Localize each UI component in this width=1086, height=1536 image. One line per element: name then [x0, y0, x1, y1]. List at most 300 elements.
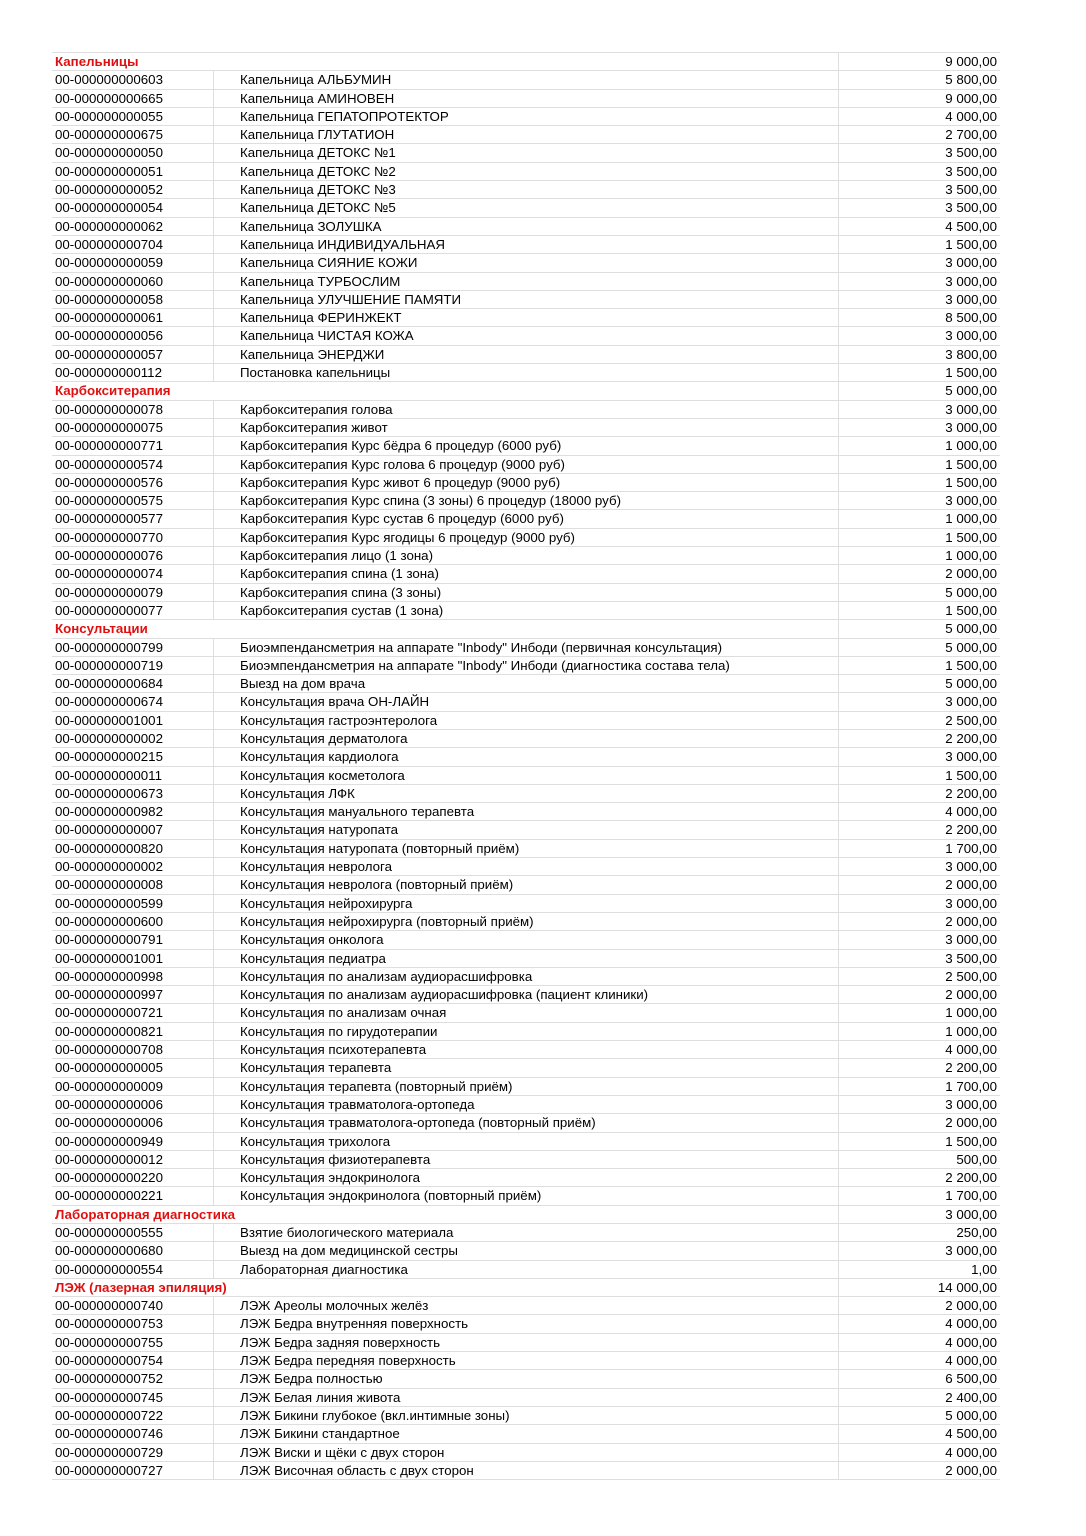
spacer-cell	[213, 1187, 238, 1205]
spacer-cell	[213, 693, 238, 711]
spacer-cell	[213, 510, 238, 528]
service-code: 00-000000000704	[52, 235, 213, 253]
category-title: Лабораторная диагностика	[52, 1205, 838, 1223]
spacer-cell	[213, 1095, 238, 1113]
service-name: Консультация косметолога	[238, 766, 838, 784]
service-code: 00-000000000112	[52, 364, 213, 382]
service-name: Консультация натуропата (повторный приём)	[238, 839, 838, 857]
service-code: 00-000000000002	[52, 858, 213, 876]
service-code: 00-000000000982	[52, 803, 213, 821]
service-price: 3 000,00	[838, 400, 1000, 418]
table-row	[52, 1406, 1000, 1424]
spacer-cell	[213, 931, 238, 949]
service-code: 00-000000000056	[52, 327, 213, 345]
table-row	[52, 162, 1000, 180]
service-name: Карбокситерапия Курс бёдра 6 процедур (6000 руб)	[238, 437, 838, 455]
table-row	[52, 1260, 1000, 1278]
table-row	[52, 1132, 1000, 1150]
service-price: 1 500,00	[838, 656, 1000, 674]
service-code: 00-000000000011	[52, 766, 213, 784]
service-code: 00-000000000061	[52, 309, 213, 327]
table-row	[52, 144, 1000, 162]
spacer-cell	[213, 327, 238, 345]
service-name: Капельница ГЕПАТОПРОТЕКТОР	[238, 107, 838, 125]
service-price: 1 500,00	[838, 1132, 1000, 1150]
service-price: 4 500,00	[838, 1425, 1000, 1443]
service-code: 00-000000000722	[52, 1406, 213, 1424]
service-price: 1 000,00	[838, 1022, 1000, 1040]
spacer-cell	[213, 583, 238, 601]
service-code: 00-000000000753	[52, 1315, 213, 1333]
table-row	[52, 729, 1000, 747]
table-row	[52, 528, 1000, 546]
table-row	[52, 1150, 1000, 1168]
table-row	[52, 547, 1000, 565]
service-price: 2 000,00	[838, 1114, 1000, 1132]
spacer-cell	[213, 126, 238, 144]
service-name: Консультация по анализам аудиорасшифровка	[238, 967, 838, 985]
service-code: 00-000000000006	[52, 1114, 213, 1132]
service-price: 1 500,00	[838, 364, 1000, 382]
spacer-cell	[213, 876, 238, 894]
service-name: Консультация по анализам аудиорасшифровка (пациент клиники)	[238, 986, 838, 1004]
service-name: Карбокситерапия лицо (1 зона)	[238, 547, 838, 565]
service-code: 00-000000000752	[52, 1370, 213, 1388]
table-row	[52, 766, 1000, 784]
service-code: 00-000000000727	[52, 1461, 213, 1479]
service-name: Консультация травматолога-ортопеда	[238, 1095, 838, 1113]
spacer-cell	[213, 1352, 238, 1370]
table-row	[52, 986, 1000, 1004]
table-row	[52, 1095, 1000, 1113]
service-price: 1,00	[838, 1260, 1000, 1278]
spacer-cell	[213, 107, 238, 125]
service-name: Капельница ТУРБОСЛИМ	[238, 272, 838, 290]
service-name: Капельница ДЕТОКС №2	[238, 162, 838, 180]
service-code: 00-000000000006	[52, 1095, 213, 1113]
service-code: 00-000000000599	[52, 894, 213, 912]
spacer-cell	[213, 949, 238, 967]
table-row	[52, 876, 1000, 894]
service-code: 00-000000000575	[52, 492, 213, 510]
service-code: 00-000000000008	[52, 876, 213, 894]
spacer-cell	[213, 839, 238, 857]
service-code: 00-000000000077	[52, 601, 213, 619]
table-row	[52, 675, 1000, 693]
service-price: 3 000,00	[838, 894, 1000, 912]
service-price: 2 000,00	[838, 565, 1000, 583]
table-row	[52, 1041, 1000, 1059]
table-row	[52, 290, 1000, 308]
service-price: 3 000,00	[838, 327, 1000, 345]
spacer-cell	[213, 254, 238, 272]
category-row	[52, 1205, 1000, 1223]
table-row	[52, 1333, 1000, 1351]
spacer-cell	[213, 1370, 238, 1388]
spacer-cell	[213, 1425, 238, 1443]
service-price: 3 500,00	[838, 199, 1000, 217]
service-code: 00-000000000998	[52, 967, 213, 985]
service-price: 3 500,00	[838, 162, 1000, 180]
service-code: 00-000000000050	[52, 144, 213, 162]
spacer-cell	[213, 89, 238, 107]
service-name: ЛЭЖ Бикини глубокое (вкл.интимные зоны)	[238, 1406, 838, 1424]
table-row	[52, 1224, 1000, 1242]
category-title: Консультации	[52, 620, 838, 638]
spacer-cell	[213, 290, 238, 308]
service-name: Капельница ДЕТОКС №3	[238, 181, 838, 199]
spacer-cell	[213, 1461, 238, 1479]
service-price: 3 500,00	[838, 949, 1000, 967]
table-row	[52, 492, 1000, 510]
service-name: Консультация невролога	[238, 858, 838, 876]
service-code: 00-000000000746	[52, 1425, 213, 1443]
service-price: 3 000,00	[838, 858, 1000, 876]
service-name: Карбокситерапия спина (3 зоны)	[238, 583, 838, 601]
service-name: Карбокситерапия спина (1 зона)	[238, 565, 838, 583]
service-price: 3 000,00	[838, 254, 1000, 272]
service-price: 2 000,00	[838, 1297, 1000, 1315]
service-name: Консультация натуропата	[238, 821, 838, 839]
table-row	[52, 1461, 1000, 1479]
service-code: 00-000000000600	[52, 912, 213, 930]
service-price: 3 000,00	[838, 1242, 1000, 1260]
spacer-cell	[213, 1260, 238, 1278]
table-row	[52, 473, 1000, 491]
table-row	[52, 693, 1000, 711]
service-price: 1 500,00	[838, 473, 1000, 491]
service-code: 00-000000000673	[52, 784, 213, 802]
service-code: 00-000000000729	[52, 1443, 213, 1461]
category-title: Карбокситерапия	[52, 382, 838, 400]
service-code: 00-000000000603	[52, 71, 213, 89]
service-name: Капельница ДЕТОКС №1	[238, 144, 838, 162]
spacer-cell	[213, 345, 238, 363]
spacer-cell	[213, 821, 238, 839]
table-row	[52, 199, 1000, 217]
spacer-cell	[213, 144, 238, 162]
service-code: 00-000000000821	[52, 1022, 213, 1040]
table-row	[52, 327, 1000, 345]
service-price: 2 200,00	[838, 821, 1000, 839]
category-price: 9 000,00	[838, 53, 1000, 71]
service-code: 00-000000000059	[52, 254, 213, 272]
spacer-cell	[213, 364, 238, 382]
service-price: 2 000,00	[838, 876, 1000, 894]
table-row	[52, 803, 1000, 821]
service-price: 2 200,00	[838, 1059, 1000, 1077]
service-code: 00-000000001001	[52, 949, 213, 967]
service-name: Консультация нейрохирурга (повторный приём)	[238, 912, 838, 930]
service-code: 00-000000000054	[52, 199, 213, 217]
service-name: Консультация по гирудотерапии	[238, 1022, 838, 1040]
table-row	[52, 1077, 1000, 1095]
service-price: 6 500,00	[838, 1370, 1000, 1388]
service-code: 00-000000000058	[52, 290, 213, 308]
table-row	[52, 784, 1000, 802]
spacer-cell	[213, 784, 238, 802]
service-name: Консультация невролога (повторный приём)	[238, 876, 838, 894]
spacer-cell	[213, 1315, 238, 1333]
service-name: Карбокситерапия Курс сустав 6 процедур (6000 руб)	[238, 510, 838, 528]
spacer-cell	[213, 162, 238, 180]
category-title: Капельницы	[52, 53, 838, 71]
table-row	[52, 364, 1000, 382]
spacer-cell	[213, 656, 238, 674]
service-code: 00-000000000719	[52, 656, 213, 674]
service-name: Капельница ИНДИВИДУАЛЬНАЯ	[238, 235, 838, 253]
service-price: 1 700,00	[838, 1077, 1000, 1095]
spacer-cell	[213, 1022, 238, 1040]
table-row	[52, 565, 1000, 583]
service-price: 1 500,00	[838, 528, 1000, 546]
service-price: 4 000,00	[838, 107, 1000, 125]
table-row	[52, 217, 1000, 235]
spacer-cell	[213, 437, 238, 455]
table-row	[52, 858, 1000, 876]
service-price: 500,00	[838, 1150, 1000, 1168]
spacer-cell	[213, 455, 238, 473]
spacer-cell	[213, 1333, 238, 1351]
table-row	[52, 418, 1000, 436]
service-price: 1 000,00	[838, 547, 1000, 565]
spacer-cell	[213, 418, 238, 436]
service-code: 00-000000001001	[52, 711, 213, 729]
service-price: 4 000,00	[838, 1333, 1000, 1351]
service-code: 00-000000000745	[52, 1388, 213, 1406]
service-price: 4 000,00	[838, 1315, 1000, 1333]
service-name: Консультация физиотерапевта	[238, 1150, 838, 1168]
spacer-cell	[213, 272, 238, 290]
service-price: 3 500,00	[838, 181, 1000, 199]
table-row	[52, 309, 1000, 327]
service-name: Консультация эндокринолога	[238, 1169, 838, 1187]
service-name: Консультация терапевта (повторный приём)	[238, 1077, 838, 1095]
spacer-cell	[213, 565, 238, 583]
service-price: 8 500,00	[838, 309, 1000, 327]
service-name: Капельница ГЛУТАТИОН	[238, 126, 838, 144]
service-code: 00-000000000055	[52, 107, 213, 125]
spacer-cell	[213, 1388, 238, 1406]
spacer-cell	[213, 912, 238, 930]
service-name: ЛЭЖ Бедра передняя поверхность	[238, 1352, 838, 1370]
spacer-cell	[213, 729, 238, 747]
service-price: 4 000,00	[838, 1352, 1000, 1370]
table-row	[52, 1315, 1000, 1333]
service-price: 1 000,00	[838, 1004, 1000, 1022]
spacer-cell	[213, 803, 238, 821]
service-code: 00-000000000574	[52, 455, 213, 473]
table-row	[52, 1242, 1000, 1260]
service-name: Консультация терапевта	[238, 1059, 838, 1077]
service-name: ЛЭЖ Бедра внутренняя поверхность	[238, 1315, 838, 1333]
service-price: 1 500,00	[838, 766, 1000, 784]
table-row	[52, 1022, 1000, 1040]
spacer-cell	[213, 601, 238, 619]
table-row	[52, 1004, 1000, 1022]
service-price: 3 000,00	[838, 931, 1000, 949]
table-row	[52, 107, 1000, 125]
spacer-cell	[213, 492, 238, 510]
category-row	[52, 53, 1000, 71]
price-list-body	[52, 53, 1000, 1480]
spacer-cell	[213, 309, 238, 327]
spacer-cell	[213, 547, 238, 565]
service-code: 00-000000000062	[52, 217, 213, 235]
service-price: 1 000,00	[838, 510, 1000, 528]
service-code: 00-000000000708	[52, 1041, 213, 1059]
service-price: 3 000,00	[838, 290, 1000, 308]
service-price: 3 500,00	[838, 144, 1000, 162]
service-code: 00-000000000075	[52, 418, 213, 436]
service-code: 00-000000000057	[52, 345, 213, 363]
service-name: Биоэмпендансметрия на аппарате "Inbody" Инбоди (первичная консультация)	[238, 638, 838, 656]
service-name: Карбокситерапия Курс ягодицы 6 процедур (9000 руб)	[238, 528, 838, 546]
category-title: ЛЭЖ (лазерная эпиляция)	[52, 1278, 838, 1296]
service-name: Консультация врача ОН-ЛАЙН	[238, 693, 838, 711]
table-row	[52, 949, 1000, 967]
table-row	[52, 1370, 1000, 1388]
table-row	[52, 235, 1000, 253]
service-code: 00-000000000674	[52, 693, 213, 711]
service-code: 00-000000000221	[52, 1187, 213, 1205]
service-name: Консультация ЛФК	[238, 784, 838, 802]
spacer-cell	[213, 894, 238, 912]
spacer-cell	[213, 748, 238, 766]
service-code: 00-000000000791	[52, 931, 213, 949]
category-price: 3 000,00	[838, 1205, 1000, 1223]
service-code: 00-000000000799	[52, 638, 213, 656]
service-name: Консультация травматолога-ортопеда (повторный приём)	[238, 1114, 838, 1132]
table-row	[52, 1352, 1000, 1370]
service-name: Капельница АМИНОВЕН	[238, 89, 838, 107]
category-row	[52, 1278, 1000, 1296]
service-code: 00-000000000078	[52, 400, 213, 418]
table-row	[52, 455, 1000, 473]
service-name: ЛЭЖ Белая линия живота	[238, 1388, 838, 1406]
service-price: 9 000,00	[838, 89, 1000, 107]
table-row	[52, 1169, 1000, 1187]
service-name: Карбокситерапия голова	[238, 400, 838, 418]
service-name: Лабораторная диагностика	[238, 1260, 838, 1278]
table-row	[52, 181, 1000, 199]
service-name: Консультация по анализам очная	[238, 1004, 838, 1022]
service-code: 00-000000000012	[52, 1150, 213, 1168]
table-row	[52, 601, 1000, 619]
table-row	[52, 1059, 1000, 1077]
service-code: 00-000000000060	[52, 272, 213, 290]
service-price: 3 000,00	[838, 418, 1000, 436]
table-row	[52, 821, 1000, 839]
service-name: Консультация трихолога	[238, 1132, 838, 1150]
spacer-cell	[213, 1077, 238, 1095]
service-name: Выезд на дом медицинской сестры	[238, 1242, 838, 1260]
service-price: 250,00	[838, 1224, 1000, 1242]
service-name: Карбокситерапия сустав (1 зона)	[238, 601, 838, 619]
service-price: 1 500,00	[838, 235, 1000, 253]
service-price: 5 000,00	[838, 1406, 1000, 1424]
service-name: Капельница ЗОЛУШКА	[238, 217, 838, 235]
service-price: 2 000,00	[838, 986, 1000, 1004]
spacer-cell	[213, 1132, 238, 1150]
service-name: Карбокситерапия Курс голова 6 процедур (9000 руб)	[238, 455, 838, 473]
service-code: 00-000000000074	[52, 565, 213, 583]
spacer-cell	[213, 235, 238, 253]
service-name: ЛЭЖ Бедра задняя поверхность	[238, 1333, 838, 1351]
service-price: 4 000,00	[838, 1041, 1000, 1059]
spacer-cell	[213, 675, 238, 693]
table-row	[52, 894, 1000, 912]
service-name: Капельница ДЕТОКС №5	[238, 199, 838, 217]
spacer-cell	[213, 1443, 238, 1461]
table-row	[52, 437, 1000, 455]
service-price: 1 500,00	[838, 455, 1000, 473]
spacer-cell	[213, 1150, 238, 1168]
service-code: 00-000000000076	[52, 547, 213, 565]
category-price: 5 000,00	[838, 382, 1000, 400]
service-code: 00-000000000007	[52, 821, 213, 839]
spacer-cell	[213, 1224, 238, 1242]
category-price: 14 000,00	[838, 1278, 1000, 1296]
service-price: 3 000,00	[838, 693, 1000, 711]
service-name: Консультация онколога	[238, 931, 838, 949]
service-name: Капельница ЭНЕРДЖИ	[238, 345, 838, 363]
service-name: Капельница СИЯНИЕ КОЖИ	[238, 254, 838, 272]
service-price: 1 500,00	[838, 601, 1000, 619]
service-name: Консультация нейрохирурга	[238, 894, 838, 912]
table-row	[52, 931, 1000, 949]
service-code: 00-000000000997	[52, 986, 213, 1004]
table-row	[52, 711, 1000, 729]
table-row	[52, 272, 1000, 290]
service-code: 00-000000000009	[52, 1077, 213, 1095]
service-name: Капельница АЛЬБУМИН	[238, 71, 838, 89]
table-row	[52, 89, 1000, 107]
spacer-cell	[213, 1004, 238, 1022]
table-row	[52, 839, 1000, 857]
service-price: 2 000,00	[838, 1461, 1000, 1479]
service-name: Взятие биологического материала	[238, 1224, 838, 1242]
spacer-cell	[213, 528, 238, 546]
table-row	[52, 1187, 1000, 1205]
table-row	[52, 400, 1000, 418]
service-code: 00-000000000684	[52, 675, 213, 693]
service-name: Консультация мануального терапевта	[238, 803, 838, 821]
table-row	[52, 254, 1000, 272]
service-name: Консультация кардиолога	[238, 748, 838, 766]
service-price: 2 700,00	[838, 126, 1000, 144]
spacer-cell	[213, 858, 238, 876]
service-price: 1 700,00	[838, 839, 1000, 857]
service-code: 00-000000000771	[52, 437, 213, 455]
service-price: 3 000,00	[838, 1095, 1000, 1113]
service-name: Биоэмпендансметрия на аппарате "Inbody" Инбоди (диагностика состава тела)	[238, 656, 838, 674]
service-code: 00-000000000576	[52, 473, 213, 491]
spacer-cell	[213, 199, 238, 217]
table-row	[52, 748, 1000, 766]
table-row	[52, 510, 1000, 528]
spacer-cell	[213, 400, 238, 418]
service-code: 00-000000000754	[52, 1352, 213, 1370]
table-row	[52, 1443, 1000, 1461]
service-price: 4 000,00	[838, 1443, 1000, 1461]
service-code: 00-000000000002	[52, 729, 213, 747]
service-name: Консультация дерматолога	[238, 729, 838, 747]
spacer-cell	[213, 1242, 238, 1260]
table-row	[52, 1114, 1000, 1132]
service-code: 00-000000000554	[52, 1260, 213, 1278]
service-name: ЛЭЖ Бикини стандартное	[238, 1425, 838, 1443]
